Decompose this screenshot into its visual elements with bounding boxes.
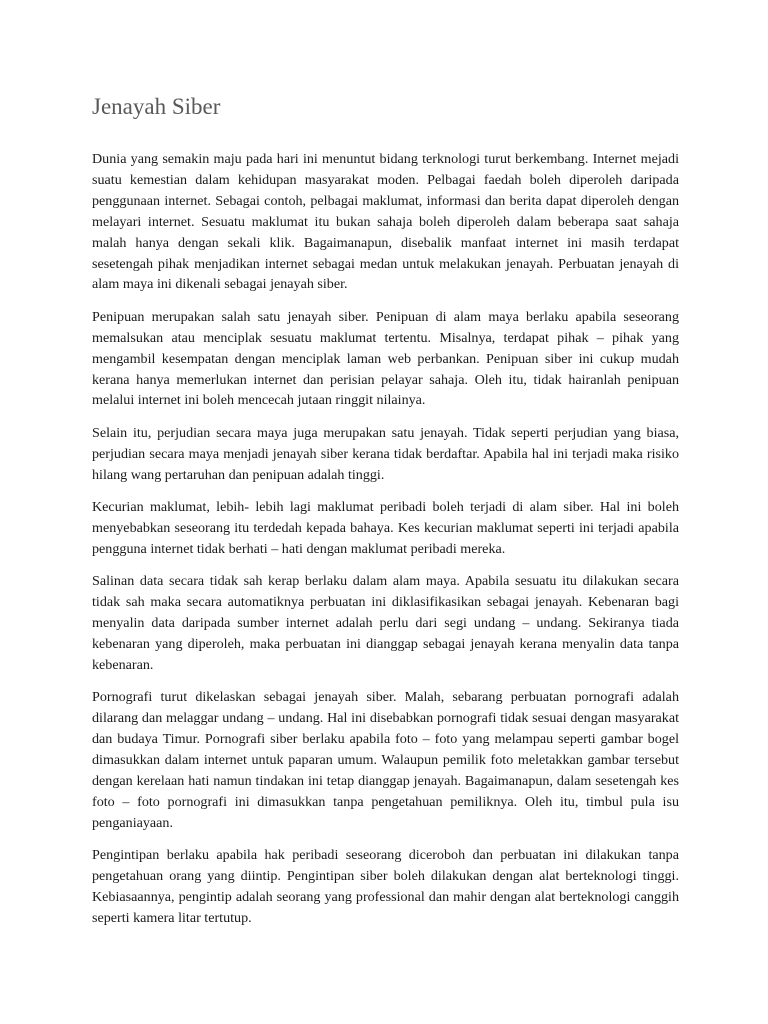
paragraph-pengintipan: Pengintipan berlaku apabila hak peribadi seseorang diceroboh dan perbuatan ini dilakukan tanpa pengetahuan orang yang diintip. Pengintipan siber boleh dilakukan dengan alat berteknologi tinggi. Kebiasaannya, pengintip adalah seorang yang professional dan mahir dengan alat berteknologi canggih seperti kamera litar tertutup.	[92, 847, 679, 926]
paragraph-salinan-data: Salinan data secara tidak sah kerap berlaku dalam alam maya. Apabila sesuatu itu dilakukan secara tidak sah maka secara automatiknya perbuatan ini diklasifikasikan sebagai jenayah. Kebenaran bagi menyalin data daripada sumber internet adalah perlu dari segi undang – undang. Sekiranya tiada kebenaran yang diperoleh, maka perbuatan ini dianggap sebagai jenayah kerana menyalin data tanpa kebenaran.	[92, 573, 679, 673]
page-title: Jenayah Siber	[92, 94, 221, 119]
paragraph-penipuan: Penipuan merupakan salah satu jenayah siber. Penipuan di alam maya berlaku apabila seseorang memalsukan atau menciplak sesuatu maklumat tertentu. Misalnya, terdapat pihak – pihak yang mengambil kesempatan dengan menciplak laman web perbankan. Penipuan siber ini cukup mudah kerana hanya memerlukan internet dan perisian pelayar sahaja. Oleh itu, tidak hairanlah penipuan melalui internet ini boleh mencecah jutaan ringgit nilainya.	[92, 308, 679, 409]
paragraph-intro: Dunia yang semakin maju pada hari ini menuntut bidang terknologi turut berkembang. Internet mejadi suatu kemestian dalam kehidupan masyarakat moden. Pelbagai faedah boleh diperoleh daripada penggunaan internet. Sebagai contoh, pelbagai maklumat, informasi dan berita dapat diperoleh dengan melayari internet. Sesuatu maklumat itu bukan sahaja boleh diperoleh dalam beberapa saat sahaja malah hanya dengan sekali klik. Bagaimanapun, disebalik manfaat internet ini masih terdapat sesetengah pihak menjadikan internet sebagai medan untuk melakukan jenayah. Perbuatan jenayah di alam maya ini dikenali sebagai jenayah siber.	[92, 151, 679, 293]
paragraph-kecurian-maklumat: Kecurian maklumat, lebih- lebih lagi maklumat peribadi boleh terjadi di alam siber. Hal ini boleh menyebabkan seseorang itu terdedah kepada bahaya. Kes kecurian maklumat seperti ini terjadi apabila pengguna internet tidak berhati – hati dengan maklumat peribadi mereka.	[92, 499, 679, 557]
paragraph-pornografi: Pornografi turut dikelaskan sebagai jenayah siber. Malah, sebarang perbuatan pornografi adalah dilarang dan melaggar undang – undang. Hal ini disebabkan pornografi tidak sesuai dengan masyarakat dan budaya Timur. Pornografi siber berlaku apabila foto – foto yang melampau seperti gambar bogel dimasukkan dalam internet untuk paparan umum. Walaupun pemilik foto meletakkan gambar tersebut dengan kerelaan hati namun tindakan ini tetap dianggap jenayah. Bagaimanapun, dalam sesetengah kes foto – foto pornografi ini dimasukkan tanpa pengetahuan pemiliknya. Oleh itu, timbul pula isu penganiayaan.	[92, 689, 679, 831]
document-body	[92, 149, 679, 940]
paragraph-perjudian: Selain itu, perjudian secara maya juga merupakan satu jenayah. Tidak seperti perjudian yang biasa, perjudian secara maya menjadi jenayah siber kerana tidak berdaftar. Apabila hal ini terjadi maka risiko hilang wang pertaruhan dan penipuan adalah tinggi.	[92, 424, 679, 483]
